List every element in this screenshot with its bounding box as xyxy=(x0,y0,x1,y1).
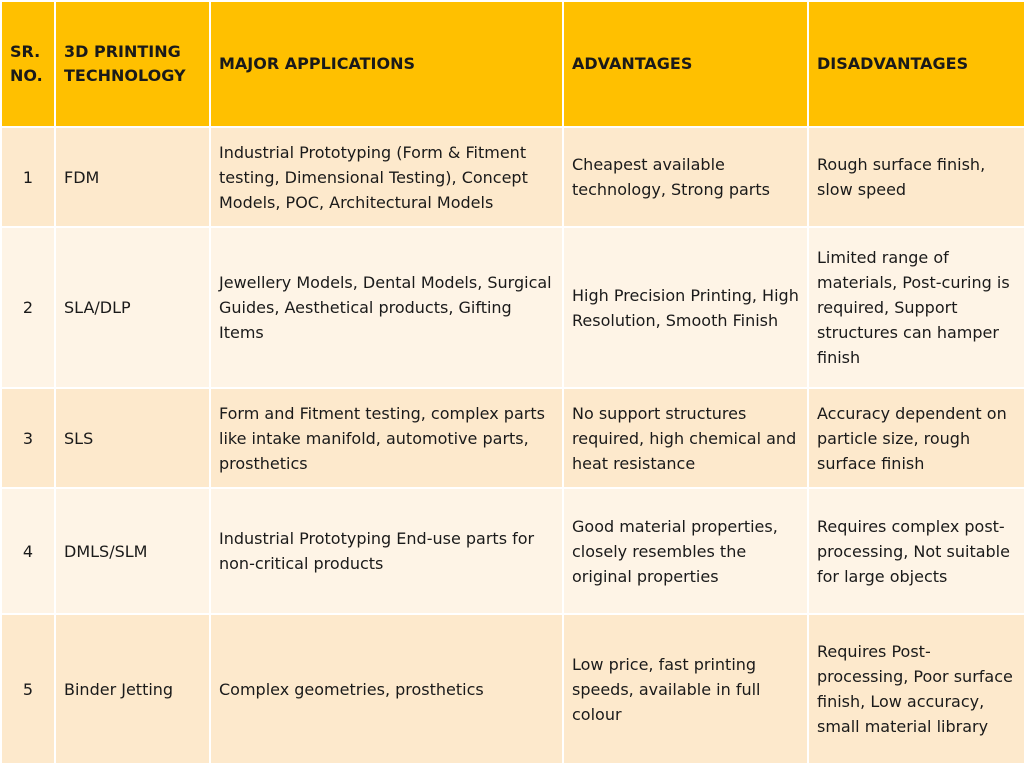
sr-no-cell: 5 xyxy=(1,614,55,764)
advantages-cell: No support structures required, high chemical and heat resistance xyxy=(563,388,808,488)
applications-cell: Form and Fitment testing, complex parts like intake manifold, automotive parts, prosthetics xyxy=(210,388,563,488)
technology-cell: DMLS/SLM xyxy=(55,488,210,614)
disadvantages-cell: Limited range of materials, Post-curing is required, Support structures can hamper finish xyxy=(808,227,1024,388)
applications-cell: Industrial Prototyping End-use parts for non-critical products xyxy=(210,488,563,614)
technology-cell: FDM xyxy=(55,127,210,227)
header-technology: 3D PRINTING TECHNOLOGY xyxy=(55,1,210,127)
header-applications: MAJOR APPLICATIONS xyxy=(210,1,563,127)
table-row xyxy=(1,127,1024,227)
sr-no-cell: 1 xyxy=(1,127,55,227)
technology-cell: SLA/DLP xyxy=(55,227,210,388)
table-row xyxy=(1,614,1024,764)
applications-cell: Complex geometries, prosthetics xyxy=(210,614,563,764)
disadvantages-cell: Accuracy dependent on particle size, rough surface finish xyxy=(808,388,1024,488)
technology-cell: SLS xyxy=(55,388,210,488)
table-row xyxy=(1,227,1024,388)
header-disadvantages: DISADVANTAGES xyxy=(808,1,1024,127)
advantages-cell: Cheapest available technology, Strong parts xyxy=(563,127,808,227)
sr-no-cell: 2 xyxy=(1,227,55,388)
applications-cell: Jewellery Models, Dental Models, Surgical Guides, Aesthetical products, Gifting Items xyxy=(210,227,563,388)
advantages-cell: Good material properties, closely resembles the original properties xyxy=(563,488,808,614)
sr-no-cell: 3 xyxy=(1,388,55,488)
applications-cell: Industrial Prototyping (Form & Fitment testing, Dimensional Testing), Concept Models, POC, Architectural Models xyxy=(210,127,563,227)
disadvantages-cell: Rough surface finish, slow speed xyxy=(808,127,1024,227)
header-row xyxy=(1,1,1024,127)
technology-cell: Binder Jetting xyxy=(55,614,210,764)
sr-no-cell: 4 xyxy=(1,488,55,614)
disadvantages-cell: Requires complex post-processing, Not suitable for large objects xyxy=(808,488,1024,614)
table-row xyxy=(1,388,1024,488)
disadvantages-cell: Requires Post-processing, Poor surface finish, Low accuracy, small material library xyxy=(808,614,1024,764)
advantages-cell: High Precision Printing, High Resolution, Smooth Finish xyxy=(563,227,808,388)
advantages-cell: Low price, fast printing speeds, available in full colour xyxy=(563,614,808,764)
header-sr-no: SR. NO. xyxy=(1,1,55,127)
table-row xyxy=(1,488,1024,614)
header-advantages: ADVANTAGES xyxy=(563,1,808,127)
